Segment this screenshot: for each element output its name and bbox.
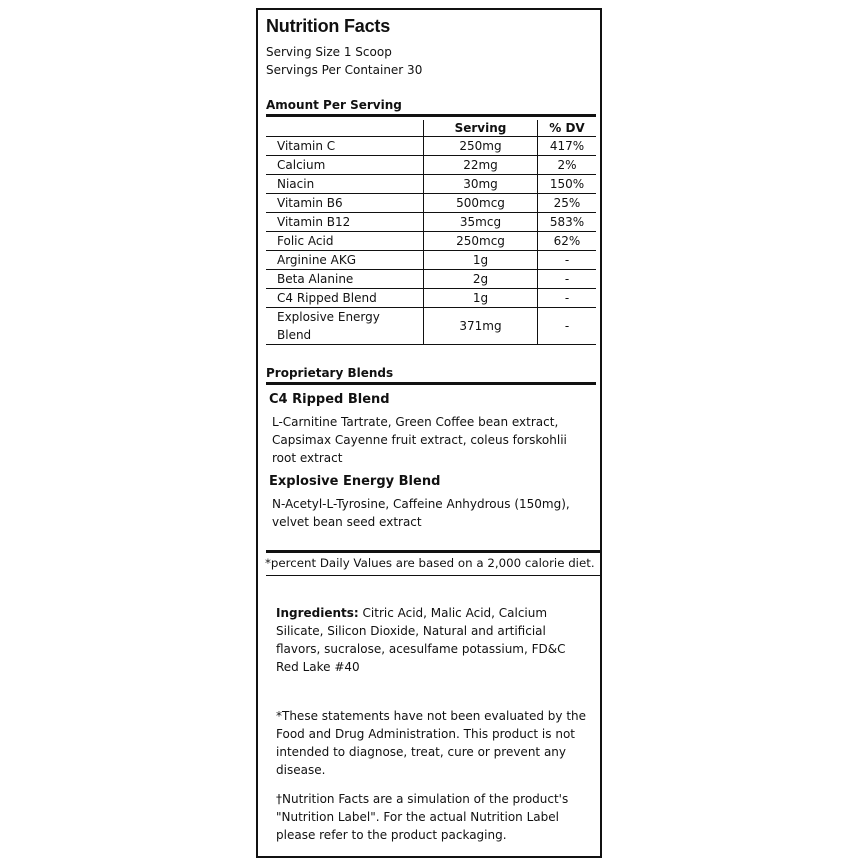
nutrient-serving: 30mg [424,175,538,194]
table-row [266,137,596,156]
nutrient-dv: - [538,289,597,308]
nutrient-serving: 1g [424,251,538,270]
table-row [266,194,596,213]
table-row [266,289,596,308]
nutrient-name: Beta Alanine [266,270,424,289]
table-header-row [266,120,596,137]
nutrient-name: Calcium [266,156,424,175]
blend-ingredients-explosive-energy: N-Acetyl-L-Tyrosine, Caffeine Anhydrous (150mg), velvet bean seed extract [272,497,570,529]
servings-per-container: Servings Per Container 30 [266,63,423,77]
fda-statement: *These statements have not been evaluated by the Food and Drug Administration. This product is not intended to diagnose, treat, cure or prevent any disease. [276,709,587,777]
divider-thin [266,575,600,576]
label-title: Nutrition Facts [266,16,391,36]
nutrient-serving: 250mg [424,137,538,156]
divider-thick [266,382,596,385]
nutrient-serving: 250mcg [424,232,538,251]
nutrient-dv: 150% [538,175,597,194]
divider-thick [266,550,600,553]
header-blank [266,120,424,137]
nutrient-name: Vitamin C [266,137,424,156]
daily-value-note: *percent Daily Values are based on a 2,000 calorie diet. [265,556,595,570]
nutrient-name: Explosive Energy Blend [266,308,424,345]
header-dv: % DV [538,120,597,137]
table-row [266,308,596,345]
nutrient-name: Niacin [266,175,424,194]
nutrient-name: Vitamin B12 [266,213,424,232]
nutrient-dv: 25% [538,194,597,213]
nutrient-name: C4 Ripped Blend [266,289,424,308]
ingredients [276,604,590,676]
serving-size: Serving Size 1 Scoop [266,45,392,59]
nutrient-serving: 371mg [424,308,538,345]
nutrient-dv: - [538,270,597,289]
nutrient-serving: 1g [424,289,538,308]
table-row [266,251,596,270]
ingredients-label: Ingredients: [276,606,359,620]
nutrient-dv: 417% [538,137,597,156]
table-row [266,175,596,194]
blend-ingredients-c4-ripped: L-Carnitine Tartrate, Green Coffee bean extract, Capsimax Cayenne fruit extract, coleus forskohlii root extract [272,415,567,465]
ingredients-text: Citric Acid, Malic Acid, Calcium Silicate, Silicon Dioxide, Natural and artificial flavors, sucralose, acesulfame potassium, FD&C Red Lake #40 [276,606,566,674]
table-row [266,213,596,232]
nutrient-dv: 2% [538,156,597,175]
nutrition-label [256,8,602,858]
amount-per-serving-heading: Amount Per Serving [266,98,402,112]
nutrient-name: Vitamin B6 [266,194,424,213]
nutrient-dv: 583% [538,213,597,232]
nutrient-name: Arginine AKG [266,251,424,270]
nutrient-dv: - [538,308,597,345]
divider-thick [266,114,596,117]
nutrient-dv: 62% [538,232,597,251]
table-row [266,156,596,175]
table-row [266,270,596,289]
nutrient-table [266,120,596,345]
header-serving: Serving [424,120,538,137]
nutrient-serving: 2g [424,270,538,289]
nutrient-name: Folic Acid [266,232,424,251]
nutrient-serving: 35mcg [424,213,538,232]
nutrient-serving: 500mcg [424,194,538,213]
nutrient-dv: - [538,251,597,270]
nutrient-serving: 22mg [424,156,538,175]
blend-name-explosive-energy: Explosive Energy Blend [269,474,441,489]
simulation-note: †Nutrition Facts are a simulation of the product's "Nutrition Label". For the actual Nutrition Label please refer to the product packaging. [276,792,569,842]
blend-name-c4-ripped: C4 Ripped Blend [269,392,390,407]
proprietary-blends-heading: Proprietary Blends [266,366,394,380]
table-row [266,232,596,251]
